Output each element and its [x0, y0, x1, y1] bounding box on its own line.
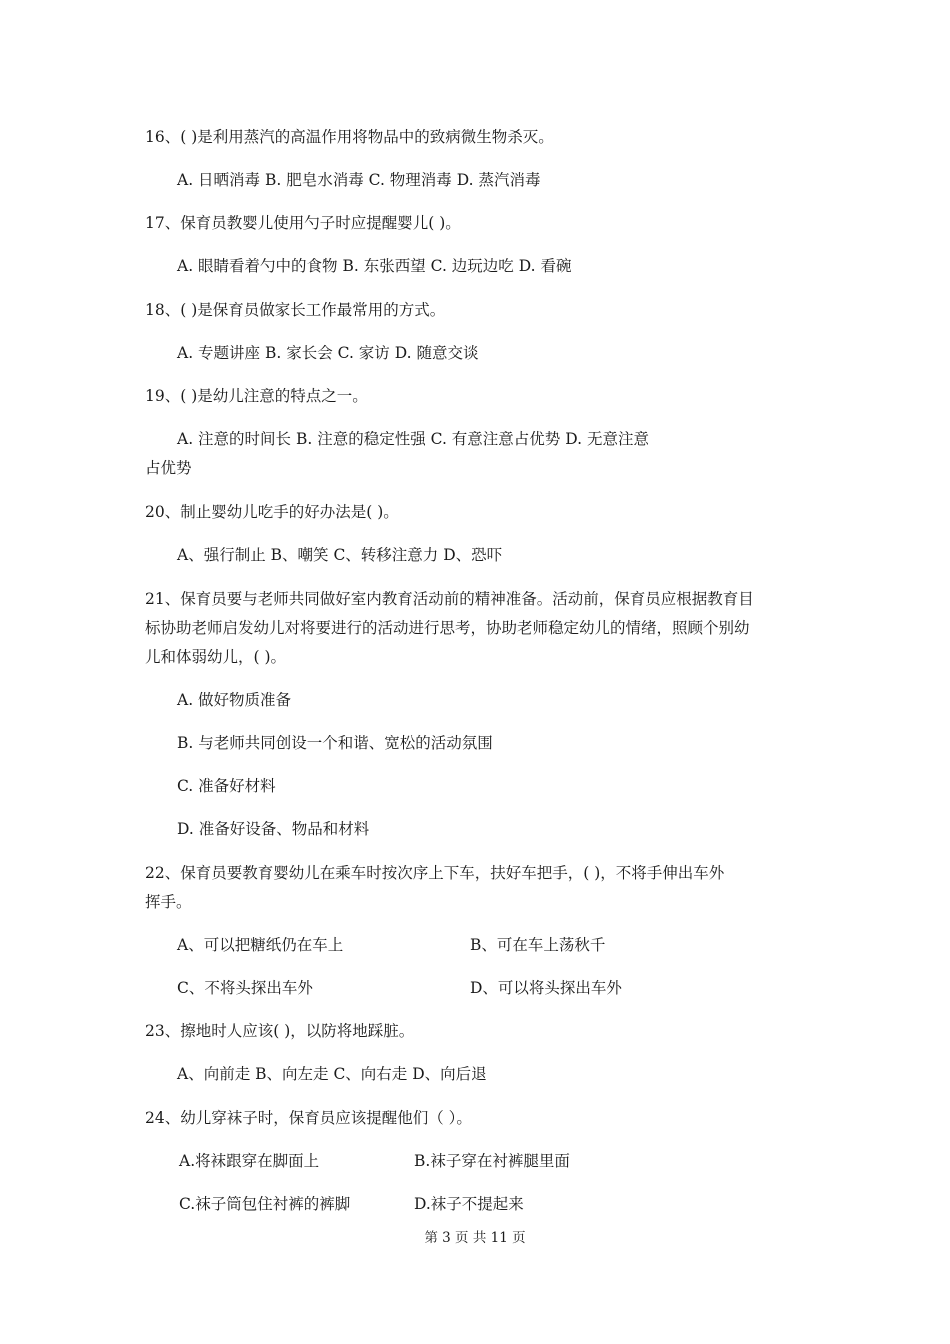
question-16-options: A. 日晒消毒 B. 肥皂水消毒 C. 物理消毒 D. 蒸汽消毒: [177, 171, 541, 189]
question-19-options-continuation: 占优势: [145, 459, 192, 477]
question-22-option-c: C、不将头探出车外: [177, 979, 313, 997]
question-21-option-a: A. 做好物质准备: [177, 691, 292, 709]
question-20-stem: 20、制止婴幼儿吃手的好办法是( )。: [145, 503, 399, 521]
question-18-stem: 18、( )是保育员做家长工作最常用的方式。: [145, 301, 446, 319]
question-22-stem: 22、保育员要教育婴幼儿在乘车时按次序上下车，扶好车把手，( )，不将手伸出车外: [145, 864, 725, 882]
question-22-option-a: A、可以把糖纸仍在车上: [177, 936, 344, 954]
question-21-stem-line2: 标协助老师启发幼儿对将要进行的活动进行思考，协助老师稳定幼儿的情绪，照顾个别幼: [145, 619, 750, 637]
question-24-option-a: A.将袜跟穿在脚面上: [179, 1152, 320, 1170]
question-17-stem: 17、保育员教婴儿使用勺子时应提醒婴儿( )。: [145, 214, 461, 232]
question-17-options: A. 眼睛看着勺中的食物 B. 东张西望 C. 边玩边吃 D. 看碗: [177, 257, 572, 275]
question-21-stem: 21、保育员要与老师共同做好室内教育活动前的精神准备。活动前，保育员应根据教育目: [145, 590, 754, 608]
question-23-options: A、向前走 B、向左走 C、向右走 D、向后退: [177, 1065, 487, 1083]
question-18-options: A. 专题讲座 B. 家长会 C. 家访 D. 随意交谈: [177, 344, 479, 362]
page-number-footer: 第 3 页 共 11 页: [424, 1230, 526, 1246]
question-21-option-c: C. 准备好材料: [177, 777, 276, 795]
question-22-option-d: D、可以将头探出车外: [470, 979, 622, 997]
question-21-option-b: B. 与老师共同创设一个和谐、宽松的活动氛围: [177, 734, 493, 752]
question-24-option-c: C.袜子筒包住衬裤的裤脚: [179, 1195, 351, 1213]
question-24-stem: 24、幼儿穿袜子时，保育员应该提醒他们（ ）。: [145, 1109, 472, 1127]
question-21-stem-line3: 儿和体弱幼儿，( )。: [145, 648, 287, 666]
question-19-stem: 19、( )是幼儿注意的特点之一。: [145, 387, 368, 405]
question-24-option-b: B.袜子穿在衬裤腿里面: [414, 1152, 570, 1170]
question-19-options: A. 注意的时间长 B. 注意的稳定性强 C. 有意注意占优势 D. 无意注意: [177, 430, 649, 448]
question-21-option-d: D. 准备好设备、物品和材料: [177, 820, 370, 838]
question-23-stem: 23、擦地时人应该( )，以防将地踩脏。: [145, 1022, 415, 1040]
question-22-stem-line2: 挥手。: [145, 893, 192, 911]
question-16-stem: 16、( )是利用蒸汽的高温作用将物品中的致病微生物杀灭。: [145, 128, 554, 146]
question-20-options: A、强行制止 B、嘲笑 C、转移注意力 D、恐吓: [177, 546, 503, 564]
question-24-option-d: D.袜子不提起来: [414, 1195, 524, 1213]
question-22-option-b: B、可在车上荡秋千: [470, 936, 606, 954]
